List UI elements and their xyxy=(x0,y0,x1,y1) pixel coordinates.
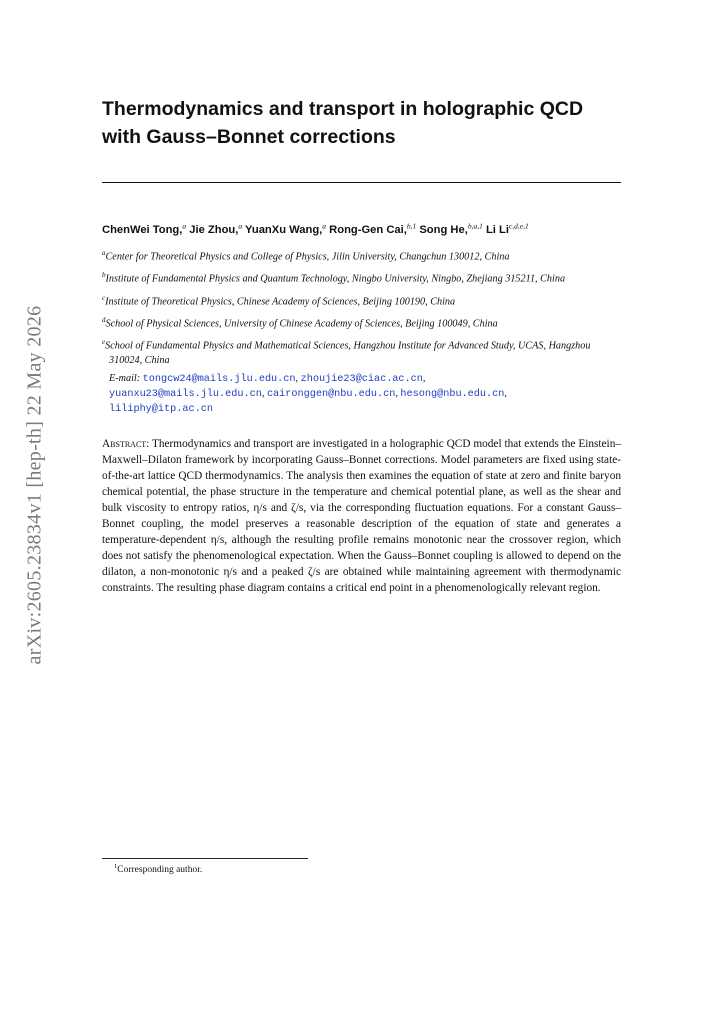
affiliation: $^e$School of Fundamental Physics and Mathematical Sciences, Hangzhou Institute for Advanced Study, UCAS, Hangzhou 310024, China xyxy=(102,338,591,366)
footnote xyxy=(114,863,202,875)
email-block: E-mail: tongcw24@mails.jlu.edu.cn, zhoujie23@ciac.ac.cn, yuanxu23@mails.jlu.edu.cn, caironggen@nbu.edu.cn, hesong@nbu.edu.cn, liliphy@itp.ac.cn xyxy=(109,372,507,416)
email-link[interactable]: zhoujie23@ciac.ac.cn xyxy=(300,373,423,385)
affiliation: $^d$School of Physical Sciences, University of Chinese Academy of Sciences, Beijing 100049, China xyxy=(102,315,498,330)
email-link[interactable]: caironggen@nbu.edu.cn xyxy=(266,389,396,400)
author: Rong-Gen Cai,$^{b,1}$ xyxy=(329,221,417,236)
arxiv-identifier: arXiv:2605.23834v1 [hep-th] 22 May 2026 xyxy=(23,305,46,665)
author: YuanXu Wang,$^a$ xyxy=(245,221,327,236)
email-link[interactable]: yuanxu23@mails.jlu.edu.cn xyxy=(109,389,262,400)
author: Song He,$^{b,a,1}$ xyxy=(419,221,483,236)
footnote-text: Corresponding author. xyxy=(117,865,203,876)
affiliation: $^b$Institute of Fundamental Physics and Quantum Technology, Ningbo University, Ningbo, Zhejiang 315211, China xyxy=(102,271,566,285)
abstract-text: Thermodynamics and transport are investigated in a holographic QCD model that extends the Einstein–Maxwell–Dilaton framework by incorporating Gauss–Bonnet corrections. Model parameters are fixed using state-of-the-art lattice QCD thermodynamics. The analysis then examines the equation of state at zero and finite baryon chemical potential, the phase structure in the temperature and chemical potential plane, as well as the shear and bulk viscosity to entropy ratios, η/s and ζ/s, via the corresponding fluctuation equations. For a constant Gauss–Bonnet coupling, the model preserves a reasonable description of the equation of state and generates a temperature-dependent η/s, although the resulting profile remains monotonic near the crossover region, which does not satisfy the phenomenological expectation. When the Gauss–Bonnet coupling is allowed to depend on the dilaton, a non-monotonic η/s and a peaked ζ/s are obtained while maintaining agreement with thermodynamic constraints. The resulting phase diagram contains a critical end point in a phenomenologically relevant region. xyxy=(102,438,621,594)
title-line-2: with Gauss–Bonnet corrections xyxy=(102,126,396,148)
affiliation-list xyxy=(102,246,622,418)
email-label: E-mail: xyxy=(109,372,141,384)
author: Li Li$^{c,d,e,1}$ xyxy=(485,221,529,236)
abstract-label: Abstract: xyxy=(102,438,150,450)
abstract xyxy=(102,436,621,596)
email-link[interactable]: hesong@nbu.edu.cn xyxy=(400,389,505,400)
footnote-mark: 1 xyxy=(114,863,118,870)
arxiv-sidebar xyxy=(20,290,50,680)
footnote-rule xyxy=(102,858,308,859)
title-line-1: Thermodynamics and transport in holographic QCD xyxy=(102,98,584,120)
affiliation: $^a$Center for Theoretical Physics and College of Physics, Jilin University, Changchun 130012, China xyxy=(102,249,510,263)
author-list xyxy=(102,221,622,236)
author: ChenWei Tong,$^a$ xyxy=(102,221,187,236)
affiliation: $^c$Institute of Theoretical Physics, Chinese Academy of Sciences, Beijing 100190, China xyxy=(102,293,456,307)
email-link[interactable]: liliphy@itp.ac.cn xyxy=(109,404,213,416)
author: Jie Zhou,$^a$ xyxy=(189,221,243,236)
email-link[interactable]: tongcw24@mails.jlu.edu.cn xyxy=(142,373,296,385)
title-rule xyxy=(102,182,621,183)
paper-title xyxy=(102,95,622,151)
